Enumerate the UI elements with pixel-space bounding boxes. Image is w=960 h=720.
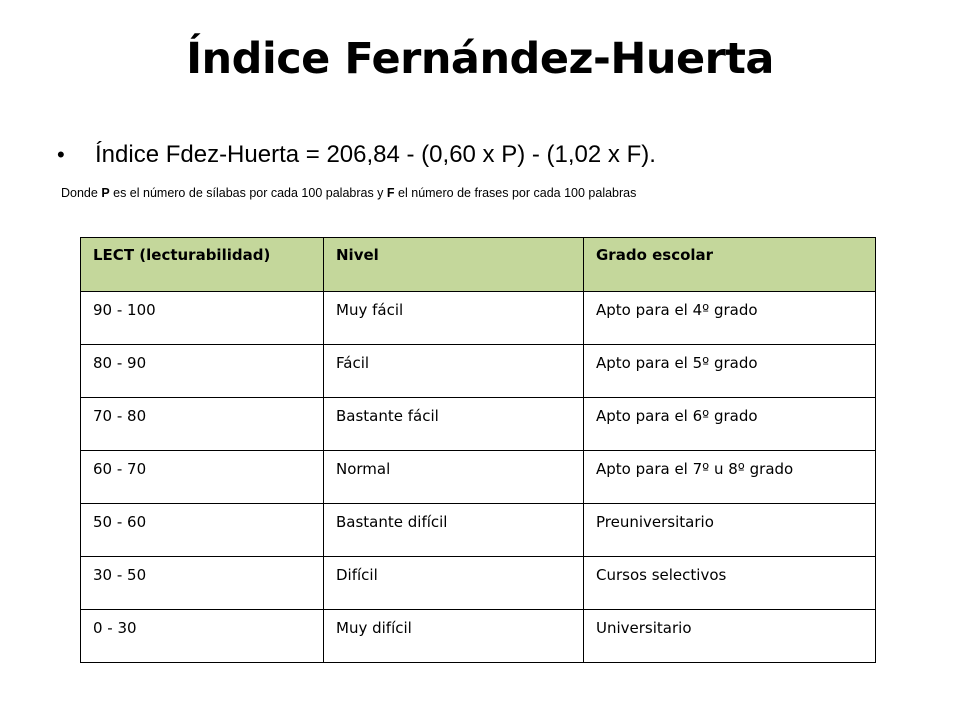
cell-lect: 0 - 30 bbox=[81, 610, 324, 663]
table-row bbox=[81, 345, 876, 398]
cell-grado: Cursos selectivos bbox=[584, 557, 876, 610]
cell-nivel: Bastante fácil bbox=[324, 398, 584, 451]
cell-lect: 90 - 100 bbox=[81, 292, 324, 345]
note-text: es el número de sílabas por cada 100 palabras y bbox=[109, 186, 387, 200]
cell-lect: 50 - 60 bbox=[81, 504, 324, 557]
cell-nivel: Muy fácil bbox=[324, 292, 584, 345]
cell-grado: Apto para el 6º grado bbox=[584, 398, 876, 451]
column-header-grado: Grado escolar bbox=[584, 238, 876, 292]
column-header-nivel: Nivel bbox=[324, 238, 584, 292]
bullet-icon: • bbox=[57, 142, 65, 168]
cell-lect: 70 - 80 bbox=[81, 398, 324, 451]
cell-nivel: Normal bbox=[324, 451, 584, 504]
readability-table bbox=[80, 237, 876, 663]
cell-lect: 30 - 50 bbox=[81, 557, 324, 610]
table-row bbox=[81, 610, 876, 663]
table-header-row bbox=[81, 238, 876, 292]
formula-text: Índice Fdez-Huerta = 206,84 - (0,60 x P) - (1,02 x F). bbox=[95, 141, 656, 168]
table-row bbox=[81, 504, 876, 557]
cell-nivel: Difícil bbox=[324, 557, 584, 610]
column-header-lect: LECT (lecturabilidad) bbox=[81, 238, 324, 292]
table-row bbox=[81, 398, 876, 451]
note-variable-f: F bbox=[386, 186, 395, 200]
table-row bbox=[81, 292, 876, 345]
cell-grado: Apto para el 7º u 8º grado bbox=[584, 451, 876, 504]
page-title: Índice Fernández-Huerta bbox=[186, 34, 774, 84]
cell-lect: 80 - 90 bbox=[81, 345, 324, 398]
cell-grado: Universitario bbox=[584, 610, 876, 663]
cell-grado: Apto para el 4º grado bbox=[584, 292, 876, 345]
cell-nivel: Bastante difícil bbox=[324, 504, 584, 557]
table-row bbox=[81, 557, 876, 610]
cell-nivel: Muy difícil bbox=[324, 610, 584, 663]
table-row bbox=[81, 451, 876, 504]
cell-grado: Preuniversitario bbox=[584, 504, 876, 557]
note-variable-p: P bbox=[101, 186, 110, 200]
cell-grado: Apto para el 5º grado bbox=[584, 345, 876, 398]
cell-nivel: Fácil bbox=[324, 345, 584, 398]
formula-bullet bbox=[57, 141, 656, 170]
note-text: el número de frases por cada 100 palabras bbox=[394, 186, 637, 200]
formula-note bbox=[61, 186, 636, 201]
cell-lect: 60 - 70 bbox=[81, 451, 324, 504]
note-text: Donde bbox=[61, 186, 102, 200]
